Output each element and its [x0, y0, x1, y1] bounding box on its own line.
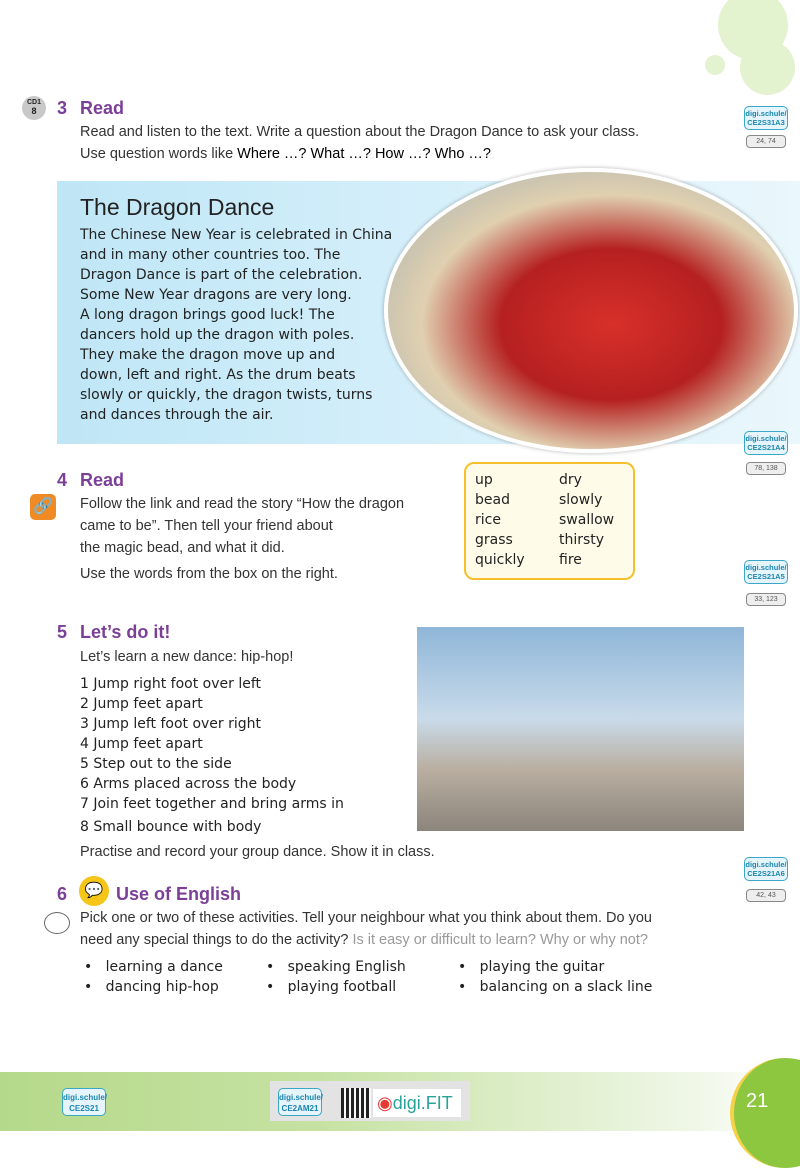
link-code: CE2S21A6	[747, 869, 785, 878]
exercise-title: Read	[80, 98, 125, 118]
grey-text: Is it easy or difficult to learn? Why or why not?	[348, 932, 648, 948]
instruction-line: Read and listen to the text. Write a question about the Dragon Dance to ask your class.	[80, 124, 640, 140]
dragon-text	[80, 225, 400, 425]
cd-label: CD1	[26, 99, 41, 106]
activity: balancing on a slack line	[479, 979, 653, 995]
dragon-photo	[384, 168, 798, 453]
exercise-number: 5	[57, 622, 68, 642]
exercise-title: Let’s do it!	[80, 622, 171, 642]
instructions	[80, 121, 720, 165]
text-line: slowly or quickly, the dragon twists, turns	[80, 387, 373, 403]
digi-link[interactable]	[744, 560, 788, 584]
instructions	[80, 493, 450, 585]
word: fire	[559, 552, 582, 568]
cd-track: 8	[31, 106, 37, 116]
instruction-line: Use the words from the box on the right.	[80, 566, 338, 582]
link-code: CE2S21A4	[747, 443, 785, 452]
list-item: • dancing hip-hop	[84, 979, 219, 995]
question-words: Where …? What …? How …? Who …?	[237, 146, 491, 162]
instruction-line	[80, 929, 760, 951]
digifit-label: digi.FIT	[392, 1093, 453, 1113]
word: slowly	[559, 492, 603, 508]
digi-link[interactable]	[62, 1088, 106, 1116]
list-item: • balancing on a slack line	[458, 979, 653, 995]
digi-link[interactable]	[744, 106, 788, 130]
digi-link[interactable]	[744, 857, 788, 881]
instruction-line: the magic bead, and what it did.	[80, 540, 285, 556]
instructions	[80, 907, 760, 951]
text-line: Dragon Dance is part of the celebration.	[80, 267, 363, 283]
word: thirsty	[559, 532, 605, 548]
word-column	[559, 470, 614, 578]
step: 8 Small bounce with body	[80, 819, 262, 835]
list-item: • playing the guitar	[458, 959, 605, 975]
exercise-title: Use of English	[116, 884, 242, 904]
hip-hop-photo	[417, 627, 744, 831]
link-code: CE2S31A3	[747, 118, 785, 127]
instruction-line: Follow the link and read the story “How the dragon	[80, 496, 405, 512]
instruction-line	[80, 143, 720, 165]
thinking-icon	[44, 912, 70, 934]
word: quickly	[475, 552, 525, 568]
text-line: They make the dragon move up and	[80, 347, 336, 363]
link-code: CE2S21	[69, 1104, 99, 1113]
instruction-line: came to be”. Then tell your friend about	[80, 518, 333, 534]
step: 6 Arms placed across the body	[80, 776, 297, 792]
text: Use question words like	[80, 146, 238, 162]
step: 2 Jump feet apart	[80, 696, 203, 712]
outro-text: Practise and record your group dance. Show it in class.	[80, 844, 435, 860]
qr-code-icon[interactable]	[341, 1088, 371, 1118]
digi-link[interactable]	[278, 1088, 322, 1116]
link-text: digi.schule/	[745, 434, 787, 443]
link-text: digi.schule/	[745, 860, 787, 869]
word-column	[475, 470, 559, 578]
page-ref: 42, 43	[746, 889, 786, 902]
link-code: CE2S21A5	[747, 572, 785, 581]
speech-bubbles-icon: 💬	[79, 876, 109, 906]
link-text: digi.schule/	[63, 1093, 108, 1102]
step: 1 Jump right foot over left	[80, 676, 262, 692]
step: 5 Step out to the side	[80, 756, 232, 772]
activities-list	[84, 957, 652, 997]
list-item: • speaking English	[266, 959, 406, 975]
word-box	[464, 462, 635, 580]
word: grass	[475, 532, 513, 548]
exercise-number: 3	[57, 98, 68, 118]
text-line: The Chinese New Year is celebrated in China	[80, 227, 393, 243]
activity: dancing hip-hop	[105, 979, 219, 995]
text-line: dancers hold up the dragon with poles.	[80, 327, 355, 343]
activity-column	[84, 957, 266, 997]
activity: playing football	[287, 979, 397, 995]
word: swallow	[559, 512, 615, 528]
dance-steps	[80, 674, 344, 837]
activity: learning a dance	[105, 959, 223, 975]
link-code: CE2AM21	[281, 1104, 319, 1113]
word: up	[475, 472, 493, 488]
cd-audio-badge[interactable]	[22, 96, 46, 120]
text-line: and in many other countries too. The	[80, 247, 341, 263]
link-icon[interactable]: 🔗	[30, 494, 56, 520]
text: need any special things to do the activity?	[80, 932, 349, 948]
page-ref: 78, 138	[746, 462, 786, 475]
list-item: • learning a dance	[84, 959, 223, 975]
digifit-icon: ◉	[377, 1093, 393, 1113]
text-line: A long dragon brings good luck! The	[80, 307, 335, 323]
link-text: digi.schule/	[745, 563, 787, 572]
page-ref: 33, 123	[746, 593, 786, 606]
digifit-logo[interactable]	[373, 1089, 461, 1117]
text-line: Some New Year dragons are very long.	[80, 287, 352, 303]
text-line: and dances through the air.	[80, 407, 274, 423]
activity-column	[266, 957, 458, 997]
page-ref: 24, 74	[746, 135, 786, 148]
intro-text: Let’s learn a new dance: hip-hop!	[80, 649, 294, 665]
page-number: 21	[746, 1090, 769, 1112]
step: 3 Jump left foot over right	[80, 716, 262, 732]
digi-link[interactable]	[744, 431, 788, 455]
activity: playing the guitar	[479, 959, 605, 975]
decor-circle	[705, 55, 725, 75]
instruction-line: Pick one or two of these activities. Tell your neighbour what you think about them. Do you	[80, 910, 652, 926]
word: dry	[559, 472, 582, 488]
exercise-title: Read	[80, 470, 125, 490]
text-line: down, left and right. As the drum beats	[80, 367, 356, 383]
activity: speaking English	[287, 959, 406, 975]
exercise-number: 6	[57, 884, 68, 904]
link-text: digi.schule/	[745, 109, 787, 118]
list-item: • playing football	[266, 979, 397, 995]
link-text: digi.schule/	[279, 1093, 324, 1102]
word: bead	[475, 492, 510, 508]
exercise-number: 4	[57, 470, 68, 490]
dragon-title: The Dragon Dance	[80, 194, 275, 220]
activity-column	[458, 957, 652, 997]
step: 7 Join feet together and bring arms in	[80, 796, 344, 812]
word: rice	[475, 512, 501, 528]
decor-circle	[740, 40, 795, 95]
step: 4 Jump feet apart	[80, 736, 203, 752]
